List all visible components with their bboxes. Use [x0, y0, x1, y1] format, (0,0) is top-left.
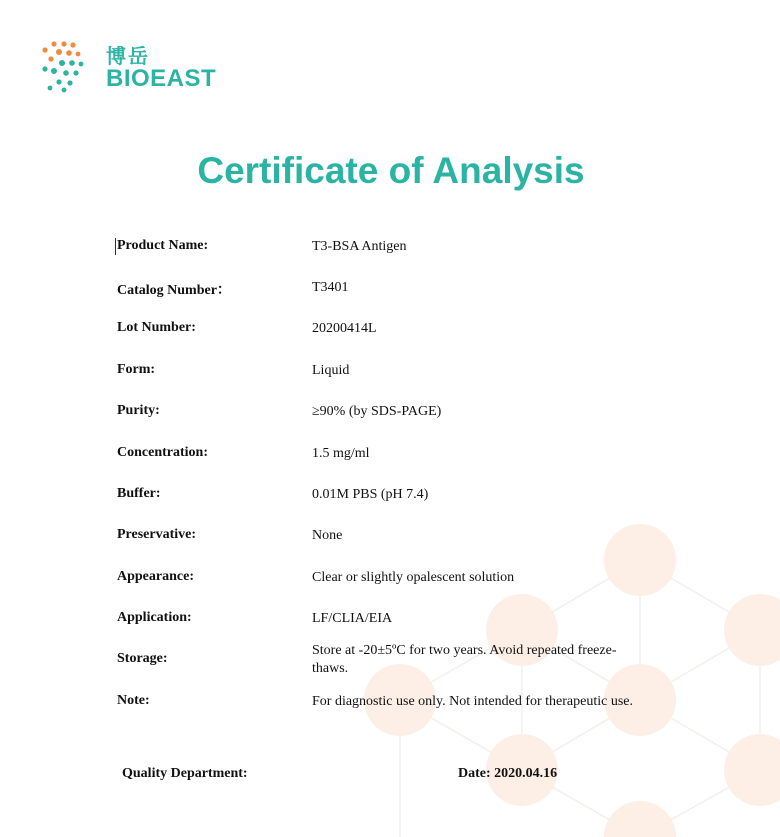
field-value: 0.01M PBS (pH 7.4) — [312, 487, 429, 502]
field-label: Lot Number: — [117, 320, 196, 335]
document-title: Certificate of Analysis — [197, 150, 585, 191]
field-label: Catalog Number： — [117, 283, 231, 298]
bioeast-logo — [40, 38, 240, 98]
field-label: Storage: — [117, 651, 168, 666]
field-value: 20200414L — [312, 321, 377, 336]
brand-name-english: BIOEAST — [106, 65, 217, 92]
field-label: Note: — [117, 693, 150, 708]
field-label: Concentration: — [117, 445, 208, 460]
certificate-date: Date: 2020.04.16 — [458, 766, 558, 781]
field-value: LF/CLIA/EIA — [312, 611, 393, 626]
field-label: Preservative: — [117, 527, 197, 542]
field-label: Buffer: — [117, 486, 161, 501]
logo-dots-icon — [40, 38, 100, 94]
field-value: None — [312, 528, 343, 543]
field-value: ≥90% (by SDS-PAGE) — [312, 404, 442, 419]
field-label: Appearance: — [117, 569, 194, 584]
field-value: T3401 — [312, 280, 349, 295]
field-value: Store at -20±5ºC for two years. Avoid repeated freeze-thaws. — [312, 643, 617, 676]
field-value: Clear or slightly opalescent solution — [312, 570, 515, 585]
field-label: Product Name: — [117, 238, 209, 253]
text-cursor — [115, 238, 116, 255]
field-value: Liquid — [312, 363, 350, 378]
field-value: For diagnostic use only. Not intended for therapeutic use. — [312, 694, 634, 709]
brand-name-chinese: 博岳 — [106, 44, 150, 68]
quality-department-label: Quality Department: — [122, 766, 248, 781]
field-value: 1.5 mg/ml — [312, 446, 370, 461]
field-label: Application: — [117, 610, 192, 625]
field-label: Form: — [117, 362, 156, 377]
field-label: Purity: — [117, 403, 160, 418]
field-value: T3-BSA Antigen — [312, 239, 407, 254]
